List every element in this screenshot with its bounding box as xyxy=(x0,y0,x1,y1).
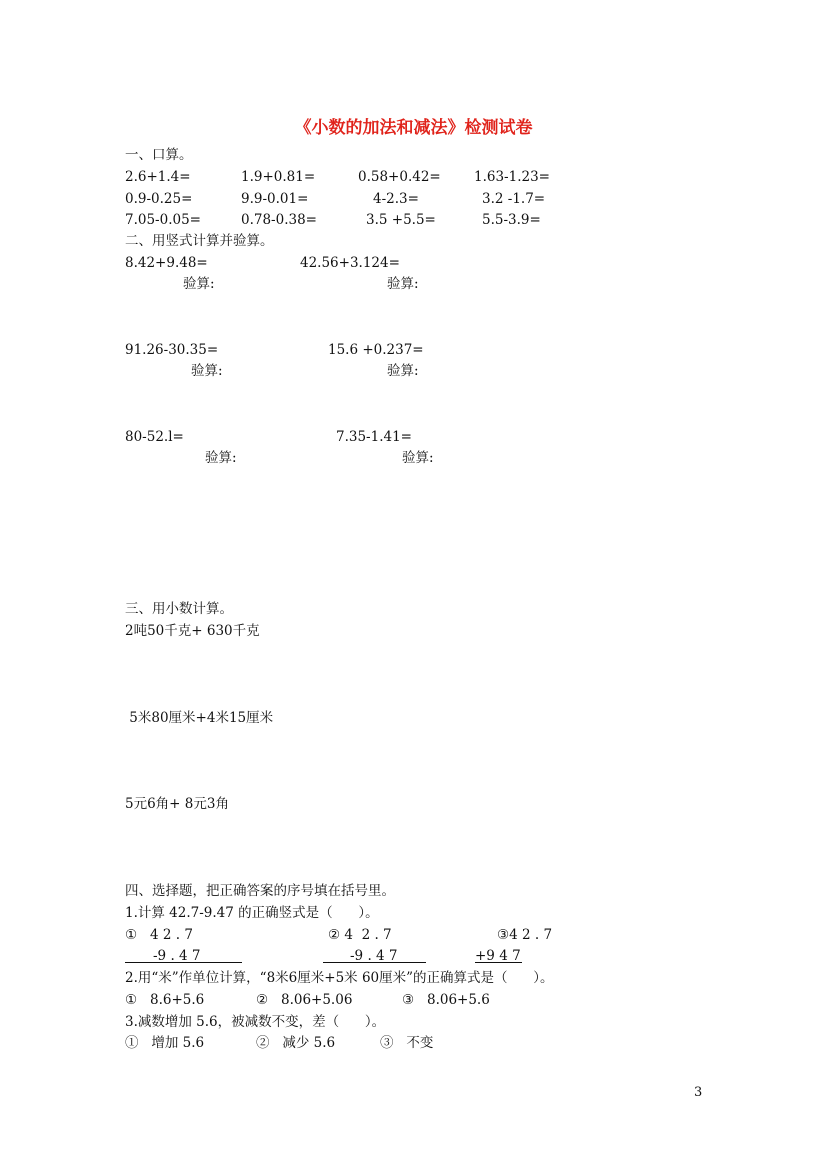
q3-option: ① 增加 5.6 xyxy=(125,1035,205,1051)
page-number: 3 xyxy=(694,1085,703,1100)
oral-item: 2.6+1.4= xyxy=(125,169,191,185)
q1-option-1-top: ① 4 2 . 7 xyxy=(125,927,193,943)
question-3: 3.减数增加 5.6，被减数不变，差（ ）。 xyxy=(125,1014,386,1030)
page-title: 《小数的加法和减法》检测试卷 xyxy=(294,118,533,138)
section4-heading: 四、选择题，把正确答案的序号填在括号里。 xyxy=(125,883,395,899)
section2-heading: 二、用竖式计算并验算。 xyxy=(125,233,274,249)
oral-item: 7.05-0.05= xyxy=(125,212,201,228)
oral-item: 3.2 -1.7= xyxy=(482,191,546,207)
oral-item: 0.78-0.38= xyxy=(241,212,317,228)
section3-heading: 三、用小数计算。 xyxy=(125,601,233,617)
q1-option-2-top: ② 4 2 . 7 xyxy=(328,927,392,943)
check-label: 验算: xyxy=(183,276,215,292)
check-label: 验算: xyxy=(205,450,237,466)
oral-item: 1.9+0.81= xyxy=(241,169,316,185)
vertical-problem: 15.6 +0.237= xyxy=(328,342,424,358)
q2-option: ① 8.6+5.6 xyxy=(125,992,205,1008)
oral-item: 9.9-0.01= xyxy=(241,191,309,207)
vertical-problem: 7.35-1.41= xyxy=(336,429,412,445)
q1-option-2-bottom: -9 . 4 7 xyxy=(350,948,398,964)
check-label: 验算: xyxy=(191,363,223,379)
unit-problem: 5米80厘米+4米15厘米 xyxy=(125,710,274,726)
oral-item: 4-2.3= xyxy=(373,191,419,207)
question-1: 1.计算 42.7-9.47 的正确竖式是（ ）。 xyxy=(125,905,379,921)
q3-option: ② 减少 5.6 xyxy=(256,1035,336,1051)
vertical-problem: 91.26-30.35= xyxy=(125,342,219,358)
vertical-problem: 80-52.l= xyxy=(125,429,184,445)
q2-option: ② 8.06+5.06 xyxy=(256,992,353,1008)
oral-item: 0.9-0.25= xyxy=(125,191,193,207)
question-2: 2.用“米”作单位计算，“8米6厘米+5米 60厘米”的正确算式是（ ）。 xyxy=(125,970,554,986)
q3-option: ③ 不变 xyxy=(380,1035,434,1051)
vertical-problem: 42.56+3.124= xyxy=(300,255,400,271)
q1-option-3-top: ③4 2 . 7 xyxy=(497,927,553,943)
q2-option: ③ 8.06+5.6 xyxy=(402,992,490,1008)
oral-item: 3.5 +5.5= xyxy=(366,212,436,228)
oral-item: 5.5-3.9= xyxy=(482,212,541,228)
oral-item: 1.63-1.23= xyxy=(474,169,550,185)
unit-problem: 2吨50千克+ 630千克 xyxy=(125,623,260,639)
check-label: 验算: xyxy=(402,450,434,466)
q1-option-3-bottom: +9 4 7 xyxy=(475,948,521,964)
q1-option-1-bottom: -9 . 4 7 xyxy=(153,948,201,964)
section1-heading: 一、口算。 xyxy=(125,147,193,163)
unit-problem: 5元6角+ 8元3角 xyxy=(125,796,229,812)
check-label: 验算: xyxy=(387,363,419,379)
vertical-problem: 8.42+9.48= xyxy=(125,255,208,271)
check-label: 验算: xyxy=(387,276,419,292)
oral-item: 0.58+0.42= xyxy=(358,169,441,185)
